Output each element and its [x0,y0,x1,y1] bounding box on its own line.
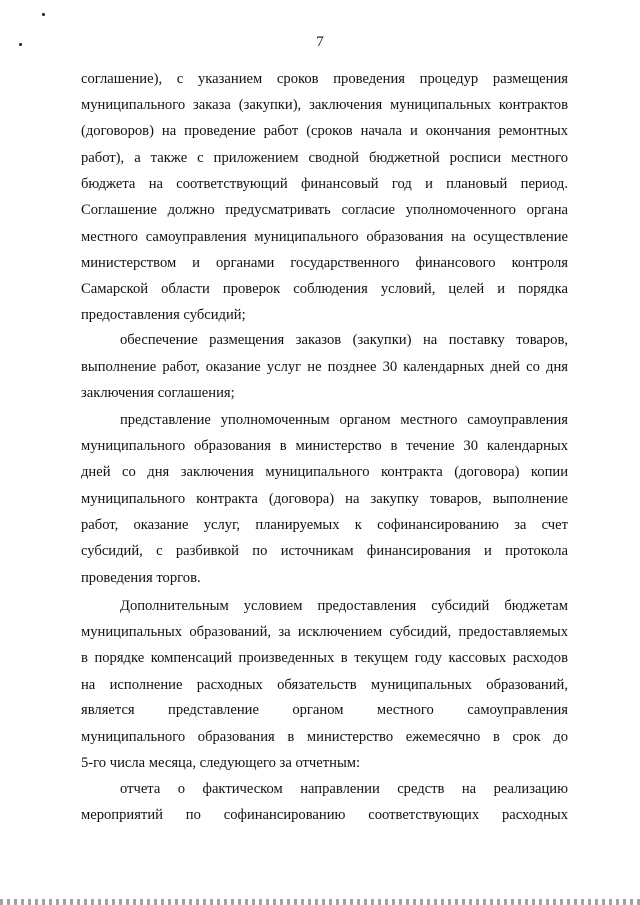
text-line: представление уполномоченным органом местного самоуправления [120,412,568,428]
text-line: министерством и органами государственного финансового контроля [81,255,568,271]
text-line: работ), а также с приложением сводной бюджетной росписи местного [81,150,568,166]
scan-bottom-edge [0,899,640,905]
scan-speck [42,13,45,16]
text-line: (договоров) на проведение работ (сроков начала и окончания ремонтных [81,123,568,139]
text-line: отчета о фактическом направлении средств на реализацию [120,781,568,797]
text-line: является представление органом местного самоуправления [81,702,568,718]
text-line: муниципального образования в министерство ежемесячно в срок до [81,729,568,745]
text-line: предоставления субсидий; [81,307,246,323]
text-line: выполнение работ, оказание услуг не позднее 30 календарных дней со дня [81,359,568,375]
text-line: муниципального контракта (договора) на закупку товаров, выполнение [81,491,568,507]
text-line: муниципального образования в министерство в течение 30 календарных [81,438,568,454]
text-line: муниципального заказа (закупки), заключения муниципальных контрактов [81,97,568,113]
text-line: соглашение), с указанием сроков проведения процедур размещения [81,71,568,87]
text-line: Самарской области проверок соблюдения условий, целей и порядка [81,281,568,297]
text-line: в порядке компенсаций произведенных в текущем году кассовых расходов [81,650,568,666]
text-line: местного самоуправления муниципального образования на осуществление [81,229,568,245]
text-line: Соглашение должно предусматривать согласие уполномоченного органа [81,202,568,218]
text-line: дней со дня заключения муниципального контракта (договора) копии [81,464,568,480]
text-line: бюджета на соответствующий финансовый год и плановый период. [81,176,568,192]
text-line: проведения торгов. [81,570,201,586]
text-line: муниципальных образований, за исключением субсидий, предоставляемых [81,624,568,640]
text-line: Дополнительным условием предоставления субсидий бюджетам [120,598,568,614]
text-line: 5-го числа месяца, следующего за отчетным: [81,755,361,771]
page-number: 7 [316,34,324,50]
text-line: заключения соглашения; [81,385,235,401]
text-line: субсидий, с разбивкой по источникам финансирования и протокола [81,543,568,559]
text-line: мероприятий по софинансированию соответствующих расходных [81,807,568,823]
text-line: на исполнение расходных обязательств муниципальных образований, [81,677,568,693]
text-line: обеспечение размещения заказов (закупки) на поставку товаров, [120,332,568,348]
text-line: работ, оказание услуг, планируемых к софинансированию за счет [81,517,568,533]
